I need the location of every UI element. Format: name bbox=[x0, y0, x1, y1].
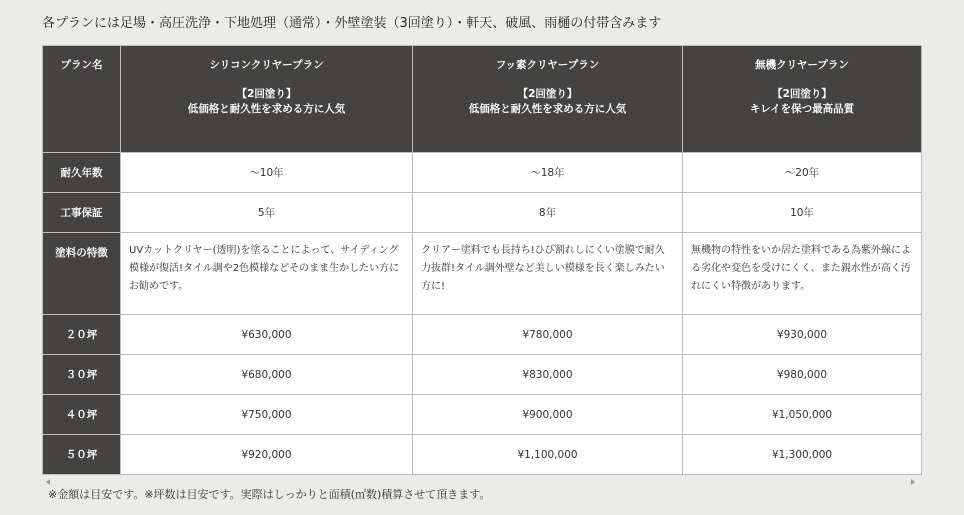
plan-comparison-table bbox=[42, 45, 922, 475]
table-cell: ¥680,000 bbox=[121, 355, 413, 395]
plan-tagline: 低価格と耐久性を求める方に人気 bbox=[468, 103, 627, 116]
row-label: ２０坪 bbox=[43, 315, 121, 355]
plan-tagline: キレイを保つ最高品質 bbox=[749, 103, 855, 116]
scroll-left-icon[interactable] bbox=[46, 479, 50, 485]
row-label: 工事保証 bbox=[43, 193, 121, 233]
table-cell: ¥1,300,000 bbox=[683, 435, 922, 475]
table-cell: 〜20年 bbox=[683, 153, 922, 193]
plan-table-container bbox=[42, 45, 921, 475]
table-row-price-50 bbox=[43, 435, 922, 475]
row-label: 塗料の特徴 bbox=[43, 233, 121, 315]
plan-header-row bbox=[43, 46, 922, 153]
corner-label: プラン名 bbox=[43, 46, 121, 153]
table-cell: ¥830,000 bbox=[413, 355, 683, 395]
table-row-price-30 bbox=[43, 355, 922, 395]
table-row-warranty bbox=[43, 193, 922, 233]
footnote: ※金額は目安です。※坪数は目安です。実際はしっかりと面積(㎡数)積算させて頂きます。 bbox=[48, 488, 491, 501]
table-cell: ¥630,000 bbox=[121, 315, 413, 355]
scroll-right-icon[interactable] bbox=[911, 479, 915, 485]
table-cell: 8年 bbox=[413, 193, 683, 233]
table-cell: クリアー塗料でも長持ち!ひび割れしにくい塗膜で耐久力抜群!タイル調外壁など美しい模様を長く楽しみたい方に! bbox=[413, 233, 683, 315]
table-cell: ¥930,000 bbox=[683, 315, 922, 355]
table-cell: 〜10年 bbox=[121, 153, 413, 193]
table-row-price-20 bbox=[43, 315, 922, 355]
table-row-durability bbox=[43, 153, 922, 193]
page-header: 各プランには足場・高圧洗浄・下地処理（通常）・外壁塗装（3回塗り）・軒天、破風、雨樋の付帯含みます bbox=[42, 16, 662, 31]
table-row-price-40 bbox=[43, 395, 922, 435]
plan-coats: 【2回塗り】 bbox=[236, 88, 297, 101]
row-label: ４０坪 bbox=[43, 395, 121, 435]
row-label: 耐久年数 bbox=[43, 153, 121, 193]
plan-name: 無機クリヤープラン bbox=[755, 59, 849, 71]
table-cell: 10年 bbox=[683, 193, 922, 233]
table-cell: ¥1,050,000 bbox=[683, 395, 922, 435]
table-cell: 5年 bbox=[121, 193, 413, 233]
table-cell: ¥980,000 bbox=[683, 355, 922, 395]
plan-coats: 【2回塗り】 bbox=[517, 88, 578, 101]
table-cell: 〜18年 bbox=[413, 153, 683, 193]
plan-header-silicon bbox=[121, 46, 413, 153]
table-cell: 無機物の特性をいか居た塗料である為紫外線による劣化や変色を受けにくく、また親水性が高く汚れにくい特徴があります。 bbox=[683, 233, 922, 315]
plan-name: シリコンクリヤープラン bbox=[209, 59, 324, 71]
plan-coats: 【2回塗り】 bbox=[772, 88, 832, 101]
table-cell: ¥1,100,000 bbox=[413, 435, 683, 475]
row-label: ３０坪 bbox=[43, 355, 121, 395]
row-label: ５０坪 bbox=[43, 435, 121, 475]
table-cell: ¥750,000 bbox=[121, 395, 413, 435]
plan-header-fluorine bbox=[413, 46, 683, 153]
table-cell: ¥920,000 bbox=[121, 435, 413, 475]
plan-name: フッ素クリヤープラン bbox=[495, 59, 600, 71]
table-cell: ¥900,000 bbox=[413, 395, 683, 435]
table-row-features bbox=[43, 233, 922, 315]
plan-tagline: 低価格と耐久性を求める方に人気 bbox=[187, 103, 346, 116]
table-cell: UVカットクリヤー(透明)を塗ることによって、サイディング模様が復活!タイル調や2色模様などそのまま生かしたい方にお勧めです。 bbox=[121, 233, 413, 315]
table-cell: ¥780,000 bbox=[413, 315, 683, 355]
plan-header-inorganic bbox=[683, 46, 922, 153]
